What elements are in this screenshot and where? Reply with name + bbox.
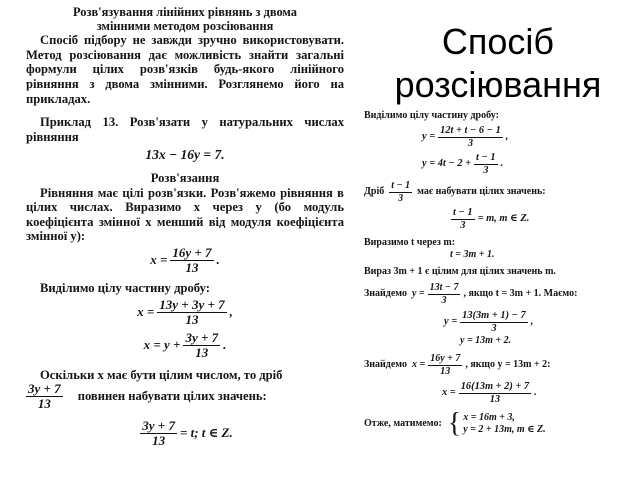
step-integer-note: Вираз 3m + 1 є цілим для цілих значень m. — [364, 266, 556, 277]
formula-tail: . — [500, 158, 504, 169]
formula-t-of-m: t = 3m + 1. — [450, 249, 495, 260]
formula-tail: . — [216, 252, 220, 268]
fraction — [26, 382, 63, 411]
example-statement: Приклад 13. Розв'язати у натуральних числах рівняння — [26, 115, 344, 144]
section-title — [26, 6, 344, 33]
formula-m-definition — [448, 207, 630, 231]
denominator: 3 — [491, 322, 497, 334]
formula-lhs: x = — [411, 359, 426, 370]
answer-y: y = 2 + 13m, m ∈ Z. — [463, 424, 546, 435]
formula-x-expressed — [26, 246, 344, 275]
numerator: 3y + 7 — [142, 418, 175, 434]
numerator: t − 1 — [391, 180, 411, 191]
numerator: 16y + 7 — [172, 244, 212, 260]
formula-lhs: y = — [411, 288, 425, 299]
fraction — [459, 381, 531, 405]
fraction — [428, 353, 462, 377]
denominator: 3 — [460, 219, 466, 231]
formula-tail: , — [530, 316, 534, 327]
intro-paragraph: Спосіб підбору не завжди зручно використовувати. Метод розсіювання дає можливість знайти загальні формули цілих розв'язків будь-якого лінійного рівняння з двома змінними. Розглянемо його на прикладах. — [26, 33, 344, 106]
slide-title-line1: Спосіб — [441, 21, 555, 62]
formula-lhs: x = — [150, 252, 168, 268]
step-prefix: Знайдемо — [364, 288, 407, 299]
numerator: 13(3m + 1) − 7 — [462, 310, 526, 321]
slide-title-line2: розсіювання — [394, 64, 602, 105]
denominator: 13 — [195, 344, 209, 360]
formula-lhs: y = — [444, 316, 458, 327]
fraction — [170, 246, 213, 275]
step-prefix: Дріб — [364, 186, 385, 197]
fraction-must-be-integer: Оскільки x має бути цілим числом, то дріб — [40, 367, 283, 382]
formula-y-substituted — [444, 310, 630, 334]
step-suffix: має набувати цілих значень: — [417, 186, 546, 197]
denominator: 13 — [152, 433, 166, 449]
section-title-line2: змінними методом розсіювання — [96, 18, 274, 33]
formula-tail: = t; t ∈ Z. — [179, 425, 233, 441]
formula-lhs: y = — [422, 131, 436, 142]
fraction — [474, 152, 498, 176]
formula-t-definition — [26, 419, 344, 448]
formula-y-integer-part — [422, 152, 630, 176]
formula-tail: , — [505, 131, 509, 142]
formula-y-of-m: y = 13m + 2. — [460, 335, 512, 346]
numerator: 3y + 7 — [28, 381, 61, 397]
formula-x-split — [26, 298, 344, 327]
solution-heading: Розв'язання — [150, 170, 220, 185]
textbook-page-left — [26, 6, 344, 472]
denominator: 13 — [37, 396, 51, 412]
formula-lhs: y = 4t − 2 + — [422, 158, 472, 169]
denominator: 13 — [489, 393, 501, 405]
denominator: 3 — [467, 137, 474, 149]
fraction — [389, 180, 412, 204]
fraction — [183, 331, 220, 360]
formula-lhs: x = — [442, 387, 456, 398]
integer-part-paragraph: Виділимо цілу частину дробу: — [40, 280, 210, 295]
fraction — [428, 282, 461, 306]
step-find-x — [364, 353, 630, 377]
step-suffix: , якщо y = 13m + 2: — [465, 359, 551, 370]
numerator: 13y + 3y + 7 — [159, 296, 225, 312]
step-prefix: Знайдемо — [364, 359, 407, 370]
answer-system — [463, 412, 545, 436]
solution-paragraph: Рівняння має цілі розв'язки. Розв'яжемо рівняння в цілих числах. Виразимо x через y (бо модуль коефіцієнта змінної x менший від модуля коефіцієнта змінної y): — [26, 185, 344, 244]
formula-y-split — [422, 125, 630, 149]
denominator: 3 — [398, 192, 404, 204]
numerator: 16(13m + 2) + 7 — [460, 381, 530, 392]
fraction — [460, 310, 528, 334]
formula-lhs: x = y + — [143, 336, 181, 352]
example-equation: 13x − 16y = 7. — [145, 147, 225, 163]
step-suffix: , якщо t = 3m + 1. Маємо: — [463, 288, 578, 299]
fraction-line-text: повинен набувати цілих значень: — [77, 389, 267, 404]
fraction — [157, 298, 226, 327]
step-fraction-integer — [364, 180, 630, 204]
answer-x: x = 16m + 3, — [463, 412, 515, 423]
denominator: 3 — [441, 294, 447, 306]
formula-lhs: x = — [137, 303, 155, 319]
numerator: 16y + 7 — [430, 353, 461, 364]
step-integer-part: Виділимо цілу частину дробу: — [364, 110, 499, 121]
fraction-integer-line — [26, 382, 344, 411]
final-answer — [364, 408, 630, 439]
numerator: t − 1 — [476, 152, 496, 163]
fraction — [438, 125, 503, 149]
denominator: 13 — [440, 365, 451, 377]
numerator: 3y + 7 — [185, 329, 219, 345]
numerator: 13t − 7 — [429, 282, 459, 293]
formula-x-integer-part — [26, 331, 344, 360]
system-brace: { — [447, 408, 462, 439]
formula-tail: . — [223, 336, 227, 352]
denominator: 13 — [185, 259, 199, 275]
numerator: t − 1 — [453, 207, 473, 218]
step-express-t: Виразимо t через m: — [364, 237, 456, 248]
formula-tail: . — [534, 387, 537, 398]
denominator: 13 — [185, 311, 199, 327]
fraction — [140, 419, 177, 448]
fraction — [451, 207, 475, 231]
section-title-line1: Розв'язування лінійних рівнянь з двома — [73, 5, 297, 19]
step-find-y — [364, 282, 630, 306]
denominator: 3 — [483, 164, 489, 176]
formula-tail: , — [229, 303, 233, 319]
numerator: 12t + t − 6 − 1 — [440, 125, 501, 136]
textbook-page-right — [364, 110, 630, 472]
answer-prefix: Отже, матимемо: — [364, 418, 442, 429]
formula-tail: = m, m ∈ Z. — [477, 213, 530, 224]
formula-x-substituted — [442, 381, 630, 405]
slide-title — [380, 20, 616, 106]
